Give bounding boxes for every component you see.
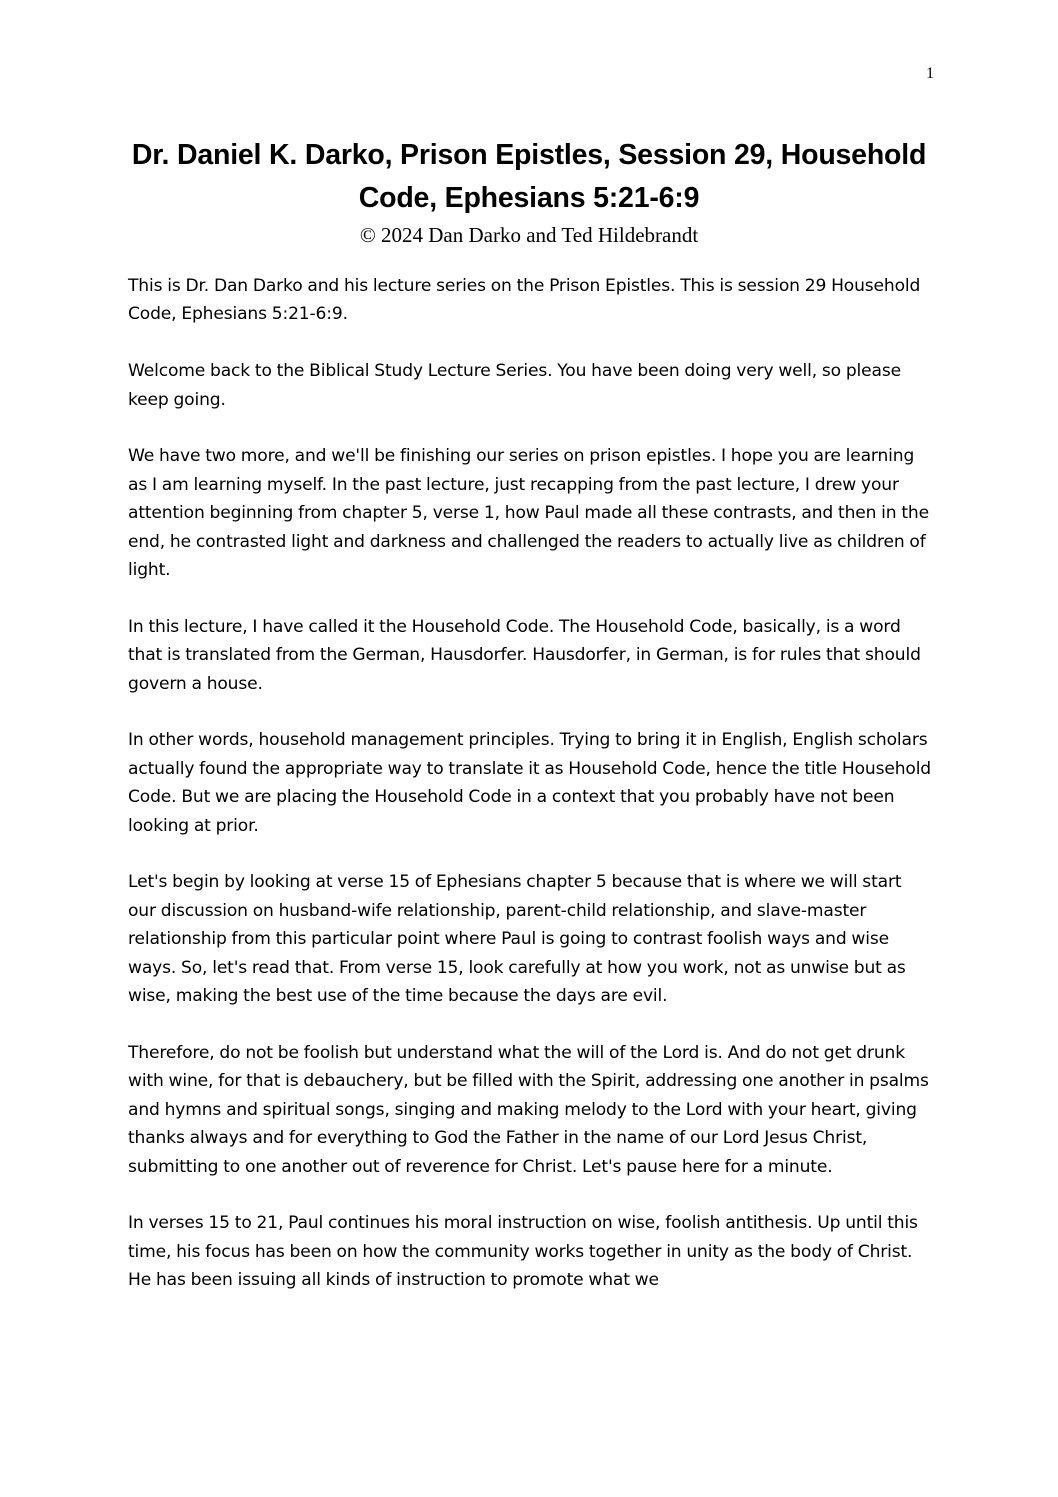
paragraph-household-code: In this lecture, I have called it the Household Code. The Household Code, basically, is a word that is translated from the German, Hausdorfer. Hausdorfer, in German, is for rules that should govern a house. [128, 616, 921, 694]
copyright-line: © 2024 Dan Darko and Ted Hildebrandt [359, 223, 699, 247]
document-title: Dr. Daniel K. Darko, Prison Epistles, Session 29, Household Code, Ephesians 5:21-6:9 [131, 139, 927, 214]
page-number: 1 [926, 65, 934, 82]
paragraph-intro: This is Dr. Dan Darko and his lecture series on the Prison Epistles. This is session 29 Household Code, Ephesians 5:21-6:9. [128, 276, 921, 325]
paragraph-scripture: Therefore, do not be foolish but understand what the will of the Lord is. And do not get drunk with wine, for that is debauchery, but be filled with the Spirit, addressing one another in psalms and hymns and spiritual songs, singing and making melody to the Lord with your heart, giving thanks always and for everything to God the Father in the name of our Lord Jesus Christ, submitting to one another out of reverence for Christ. Let's pause here for a minute. [128, 1042, 929, 1177]
paragraph-verse-15: Let's begin by looking at verse 15 of Ephesians chapter 5 because that is where we will start our discussion on husband-wife relationship, parent-child relationship, and slave-master relationship from this particular point where Paul is going to contrast foolish ways and wise ways. So, let's read that. From verse 15, look carefully at how you work, not as unwise but as wise, making the best use of the time because the days are evil. [128, 872, 906, 1007]
paragraph-recap: We have two more, and we'll be finishing our series on prison epistles. I hope you are learning as I am learning myself. In the past lecture, just recapping from the past lecture, I drew your attention beginning from chapter 5, verse 1, how Paul made all these contrasts, and then in the end, he contrasted light and darkness and challenged the readers to actually live as children of light. [128, 446, 929, 581]
paragraph-welcome: Welcome back to the Biblical Study Lecture Series. You have been doing very well, so please keep going. [128, 361, 901, 410]
paragraph-verses-15-21: In verses 15 to 21, Paul continues his moral instruction on wise, foolish antithesis. Up until this time, his focus has been on how the community works together in unity as the body of Christ. He has been issuing all kinds of instruction to promote what we [128, 1213, 918, 1291]
paragraph-translation: In other words, household management principles. Trying to bring it in English, English scholars actually found the appropriate way to translate it as Household Code, hence the title Household Code. But we are placing the Household Code in a context that you probably have not been looking at prior. [128, 730, 932, 836]
document-body [128, 272, 934, 1295]
